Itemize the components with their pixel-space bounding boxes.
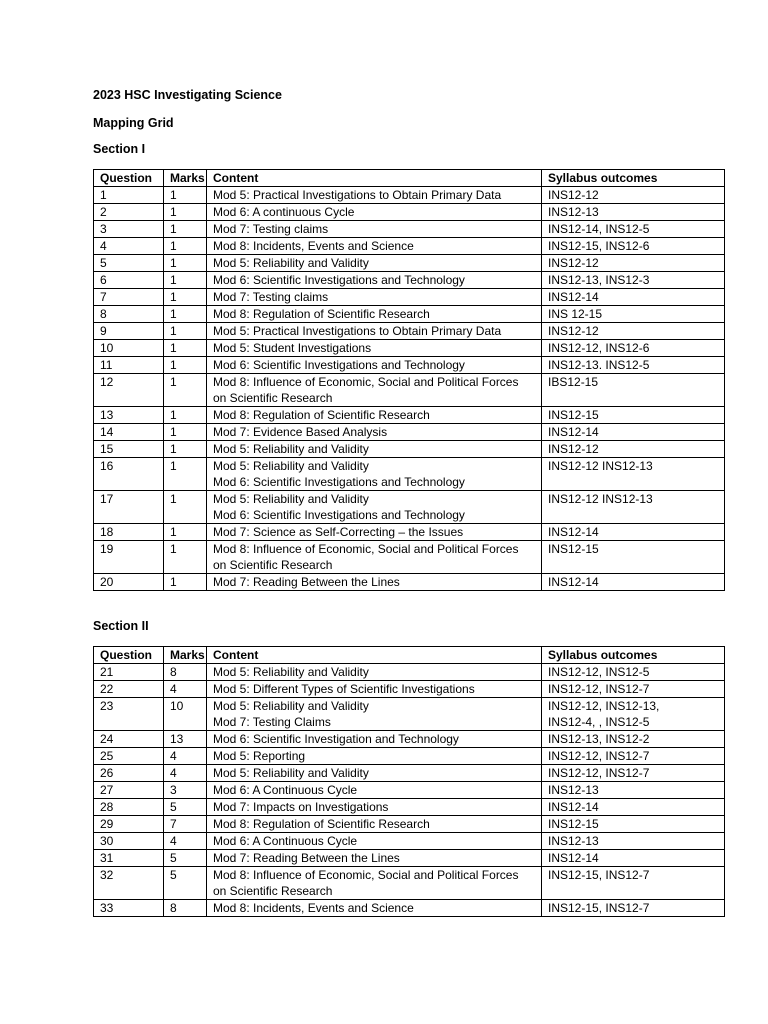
content-cell: Mod 6: A continuous Cycle [207,204,542,221]
table-row [94,782,725,799]
content-cell: Mod 7: Testing claims [207,221,542,238]
question-cell: 3 [94,221,164,238]
marks-cell: 1 [164,323,207,340]
syllabus-outcomes-cell: INS12-13 [542,204,725,221]
syllabus-outcomes-cell: INS12-14, INS12-5 [542,221,725,238]
syllabus-outcomes-cell: INS12-12 INS12-13 [542,458,725,491]
table-row [94,731,725,748]
table-row [94,458,725,491]
content-cell: Mod 6: Scientific Investigations and Technology [207,272,542,289]
question-cell: 6 [94,272,164,289]
table-row [94,900,725,917]
marks-cell: 8 [164,664,207,681]
table-row [94,255,725,272]
table-row [94,357,725,374]
table-row [94,574,725,591]
content-cell: Mod 6: Scientific Investigations and Technology [207,357,542,374]
syllabus-outcomes-cell: INS12-15 [542,816,725,833]
syllabus-outcomes-cell: INS12-13, INS12-3 [542,272,725,289]
question-cell: 20 [94,574,164,591]
question-cell: 2 [94,204,164,221]
marks-cell: 1 [164,574,207,591]
marks-cell: 1 [164,441,207,458]
syllabus-outcomes-cell: INS12-14 [542,850,725,867]
header-marks: Marks [164,647,207,664]
content-cell: Mod 8: Regulation of Scientific Research [207,816,542,833]
question-cell: 8 [94,306,164,323]
content-cell: Mod 5: Reliability and Validity Mod 6: Scientific Investigations and Technology [207,458,542,491]
syllabus-outcomes-cell: INS12-13, INS12-2 [542,731,725,748]
syllabus-outcomes-cell: INS 12-15 [542,306,725,323]
header-question: Question [94,170,164,187]
table-row [94,374,725,407]
marks-cell: 5 [164,850,207,867]
question-cell: 31 [94,850,164,867]
table-row [94,833,725,850]
content-cell: Mod 5: Student Investigations [207,340,542,357]
marks-cell: 1 [164,204,207,221]
syllabus-outcomes-cell: INS12-12, INS12-7 [542,765,725,782]
question-cell: 24 [94,731,164,748]
syllabus-outcomes-cell: INS12-14 [542,574,725,591]
document-subtitle: Mapping Grid [93,116,174,130]
question-cell: 29 [94,816,164,833]
syllabus-outcomes-cell: INS12-14 [542,424,725,441]
marks-cell: 1 [164,272,207,289]
syllabus-outcomes-cell: INS12-14 [542,524,725,541]
question-cell: 28 [94,799,164,816]
table-row [94,748,725,765]
question-cell: 18 [94,524,164,541]
syllabus-outcomes-cell: INS12-13 [542,782,725,799]
syllabus-outcomes-cell: IBS12-15 [542,374,725,407]
syllabus-outcomes-cell: INS12-12, INS12-5 [542,664,725,681]
question-cell: 9 [94,323,164,340]
content-cell: Mod 5: Different Types of Scientific Investigations [207,681,542,698]
syllabus-outcomes-cell: INS12-12 [542,323,725,340]
content-cell: Mod 5: Practical Investigations to Obtain Primary Data [207,323,542,340]
content-cell: Mod 5: Reliability and Validity Mod 7: Testing Claims [207,698,542,731]
syllabus-outcomes-cell: INS12-13 [542,833,725,850]
syllabus-outcomes-cell: INS12-12, INS12-6 [542,340,725,357]
marks-cell: 1 [164,541,207,574]
syllabus-outcomes-cell: INS12-14 [542,799,725,816]
marks-cell: 8 [164,900,207,917]
header-syllabus-outcomes: Syllabus outcomes [542,170,725,187]
content-cell: Mod 8: Influence of Economic, Social and Political Forces on Scientific Research [207,541,542,574]
content-cell: Mod 8: Incidents, Events and Science [207,900,542,917]
table-row [94,289,725,306]
question-cell: 17 [94,491,164,524]
content-cell: Mod 8: Incidents, Events and Science [207,238,542,255]
marks-cell: 1 [164,357,207,374]
table-header-row [94,170,725,187]
marks-cell: 1 [164,374,207,407]
marks-cell: 1 [164,491,207,524]
question-cell: 5 [94,255,164,272]
content-cell: Mod 6: Scientific Investigation and Technology [207,731,542,748]
table-row [94,424,725,441]
question-cell: 33 [94,900,164,917]
table-row [94,765,725,782]
syllabus-outcomes-cell: INS12-15 [542,407,725,424]
content-cell: Mod 6: A Continuous Cycle [207,782,542,799]
question-cell: 4 [94,238,164,255]
syllabus-outcomes-cell: INS12-12 [542,441,725,458]
content-cell: Mod 7: Reading Between the Lines [207,850,542,867]
table-row [94,816,725,833]
syllabus-outcomes-cell: INS12-15, INS12-7 [542,900,725,917]
syllabus-outcomes-cell: INS12-13. INS12-5 [542,357,725,374]
syllabus-outcomes-cell: INS12-12, INS12-13, INS12-4, , INS12-5 [542,698,725,731]
question-cell: 27 [94,782,164,799]
content-cell: Mod 5: Reliability and Validity [207,765,542,782]
marks-cell: 7 [164,816,207,833]
section-1-table [93,169,725,591]
table-row [94,850,725,867]
document-title: 2023 HSC Investigating Science [93,88,282,102]
content-cell: Mod 6: A Continuous Cycle [207,833,542,850]
syllabus-outcomes-cell: INS12-12, INS12-7 [542,748,725,765]
table-row [94,491,725,524]
content-cell: Mod 5: Reliability and Validity [207,441,542,458]
marks-cell: 1 [164,407,207,424]
marks-cell: 1 [164,340,207,357]
content-cell: Mod 7: Science as Self-Correcting – the Issues [207,524,542,541]
table-row [94,221,725,238]
table-row [94,272,725,289]
question-cell: 11 [94,357,164,374]
table-row [94,664,725,681]
marks-cell: 1 [164,524,207,541]
question-cell: 15 [94,441,164,458]
marks-cell: 1 [164,289,207,306]
question-cell: 30 [94,833,164,850]
content-cell: Mod 7: Testing claims [207,289,542,306]
content-cell: Mod 5: Reliability and Validity Mod 6: Scientific Investigations and Technology [207,491,542,524]
header-content: Content [207,170,542,187]
question-cell: 22 [94,681,164,698]
content-cell: Mod 5: Practical Investigations to Obtain Primary Data [207,187,542,204]
table-header-row [94,647,725,664]
question-cell: 16 [94,458,164,491]
content-cell: Mod 7: Reading Between the Lines [207,574,542,591]
marks-cell: 10 [164,698,207,731]
table-row [94,306,725,323]
table-row [94,799,725,816]
question-cell: 14 [94,424,164,441]
header-question: Question [94,647,164,664]
question-cell: 12 [94,374,164,407]
marks-cell: 4 [164,681,207,698]
table-row [94,187,725,204]
table-row [94,204,725,221]
content-cell: Mod 8: Regulation of Scientific Research [207,407,542,424]
marks-cell: 4 [164,833,207,850]
content-cell: Mod 5: Reliability and Validity [207,664,542,681]
table-row [94,407,725,424]
table-row [94,867,725,900]
content-cell: Mod 7: Evidence Based Analysis [207,424,542,441]
syllabus-outcomes-cell: INS12-15, INS12-6 [542,238,725,255]
content-cell: Mod 8: Regulation of Scientific Research [207,306,542,323]
syllabus-outcomes-cell: INS12-12 INS12-13 [542,491,725,524]
syllabus-outcomes-cell: INS12-15, INS12-7 [542,867,725,900]
table-row [94,681,725,698]
marks-cell: 3 [164,782,207,799]
marks-cell: 4 [164,765,207,782]
marks-cell: 1 [164,187,207,204]
table-row [94,698,725,731]
table-row [94,323,725,340]
question-cell: 23 [94,698,164,731]
content-cell: Mod 8: Influence of Economic, Social and Political Forces on Scientific Research [207,867,542,900]
table-row [94,541,725,574]
question-cell: 10 [94,340,164,357]
question-cell: 21 [94,664,164,681]
header-content: Content [207,647,542,664]
syllabus-outcomes-cell: INS12-12, INS12-7 [542,681,725,698]
table-row [94,441,725,458]
marks-cell: 5 [164,867,207,900]
marks-cell: 4 [164,748,207,765]
section-2-table [93,646,725,917]
content-cell: Mod 7: Impacts on Investigations [207,799,542,816]
table-row [94,238,725,255]
question-cell: 19 [94,541,164,574]
marks-cell: 1 [164,238,207,255]
table-row [94,340,725,357]
syllabus-outcomes-cell: INS12-15 [542,541,725,574]
question-cell: 1 [94,187,164,204]
syllabus-outcomes-cell: INS12-12 [542,255,725,272]
syllabus-outcomes-cell: INS12-14 [542,289,725,306]
marks-cell: 1 [164,424,207,441]
marks-cell: 1 [164,458,207,491]
question-cell: 7 [94,289,164,306]
marks-cell: 1 [164,306,207,323]
marks-cell: 5 [164,799,207,816]
marks-cell: 1 [164,221,207,238]
table-row [94,524,725,541]
header-marks: Marks [164,170,207,187]
section-1-title: Section I [93,142,146,156]
section-2-title: Section II [93,619,149,633]
syllabus-outcomes-cell: INS12-12 [542,187,725,204]
content-cell: Mod 8: Influence of Economic, Social and Political Forces on Scientific Research [207,374,542,407]
content-cell: Mod 5: Reliability and Validity [207,255,542,272]
content-cell: Mod 5: Reporting [207,748,542,765]
header-syllabus-outcomes: Syllabus outcomes [542,647,725,664]
question-cell: 32 [94,867,164,900]
question-cell: 26 [94,765,164,782]
marks-cell: 13 [164,731,207,748]
marks-cell: 1 [164,255,207,272]
question-cell: 25 [94,748,164,765]
question-cell: 13 [94,407,164,424]
